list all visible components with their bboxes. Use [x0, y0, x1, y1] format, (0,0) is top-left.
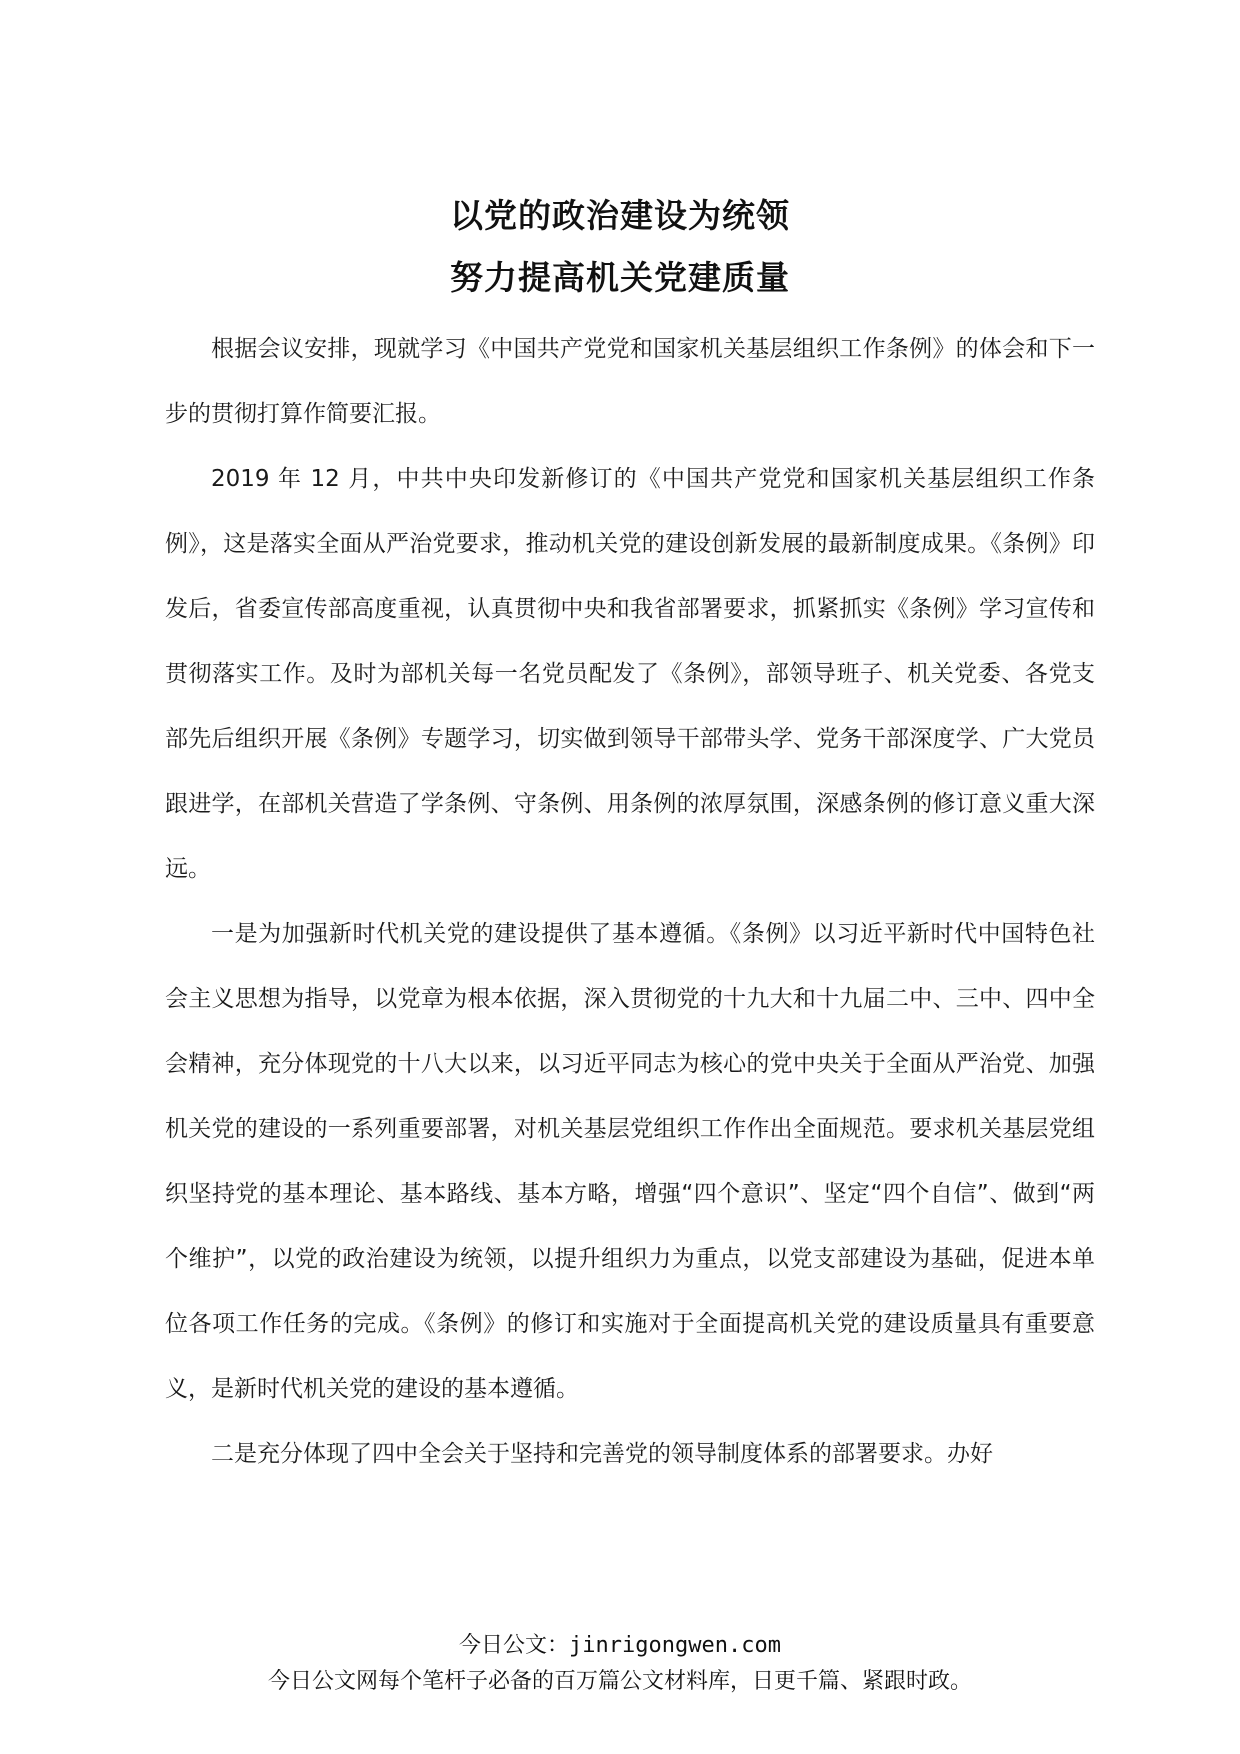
paragraph-background: 2019 年 12 月，中共中央印发新修订的《中国共产党党和国家机关基层组织工作条例》，这是落实全面从严治党要求，推动机关党的建设创新发展的最新制度成果。《条例》印发后，省委宣传部高度重视，认真贯彻中央和我省部署要求，抓紧抓实《条例》学习宣传和贯彻落实工作。及时为部机关每一名党员配发了《条例》，部领导班子、机关党委、各党支部先后组织开展《条例》专题学习，切实做到领导干部带头学、党务干部深度学、广大党员跟进学，在部机关营造了学条例、守条例、用条例的浓厚氛围，深感条例的修订意义重大深远。: [165, 466, 1095, 882]
paragraph-intro: 根据会议安排，现就学习《中国共产党党和国家机关基层组织工作条例》的体会和下一步的贯彻打算作简要汇报。: [165, 336, 1095, 427]
footer-label: 今日公文：: [459, 1633, 570, 1658]
footer-watermark: [0, 1628, 1240, 1700]
footer-site-link[interactable]: jinrigongwen.com: [569, 1633, 781, 1658]
document-body: [165, 317, 1095, 1487]
title-line-1: 以党的政治建设为统领: [450, 196, 790, 235]
footer-site-line: [0, 1628, 1240, 1664]
paragraph-point-2: 二是充分体现了四中全会关于坚持和完善党的领导制度体系的部署要求。办好: [211, 1441, 993, 1467]
footer-slogan: 今日公文网每个笔杆子必备的百万篇公文材料库，日更千篇、紧跟时政。: [267, 1669, 972, 1694]
title-line-2: 努力提高机关党建质量: [450, 258, 790, 297]
document-title: [0, 185, 1240, 309]
paragraph-point-1: 一是为加强新时代机关党的建设提供了基本遵循。《条例》以习近平新时代中国特色社会主义思想为指导，以党章为根本依据，深入贯彻党的十九大和十九届二中、三中、四中全会精神，充分体现党的十八大以来，以习近平同志为核心的党中央关于全面从严治党、加强机关党的建设的一系列重要部署，对机关基层党组织工作作出全面规范。要求机关基层党组织坚持党的基本理论、基本路线、基本方略，增强“四个意识”、坚定“四个自信”、做到“两个维护”，以党的政治建设为统领，以提升组织力为重点，以党支部建设为基础，促进本单位各项工作任务的完成。《条例》的修订和实施对于全面提高机关党的建设质量具有重要意义，是新时代机关党的建设的基本遵循。: [165, 921, 1095, 1402]
